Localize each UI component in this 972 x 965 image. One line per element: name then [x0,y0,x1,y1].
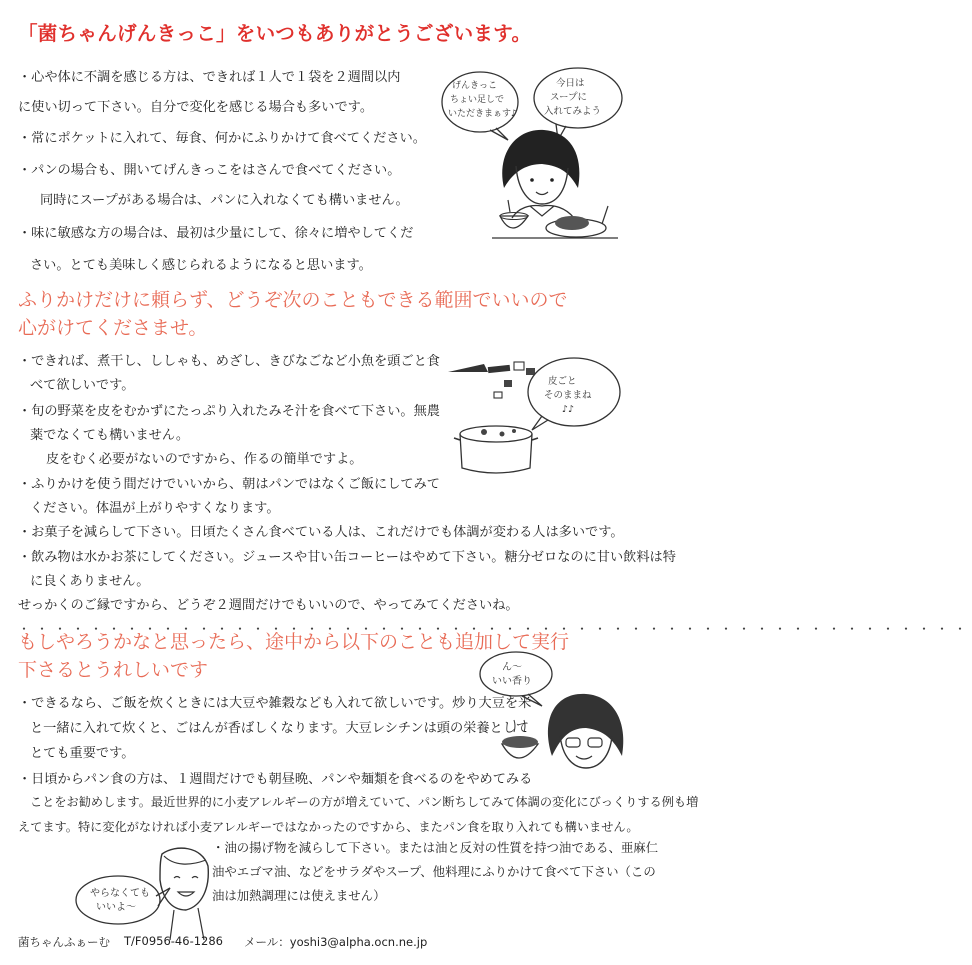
section2-line: 油は加熱調理には使えません） [212,888,386,903]
bubble-right-line: 今日は [556,78,585,89]
bubble-right-line: 入れてみよう [544,106,602,117]
bubble-line: ん～ [502,662,522,673]
section1-line: ・できれば、煮干し、ししゃも、めざし、きびなごなど小魚を頭ごと食 [18,354,440,369]
section1-line: べて欲しいです。 [30,378,135,393]
section2-line: ことをお勧めします。最近世界的に小麦アレルギーの方が増えていて、パン断ちしてみて体調の変化にびっくりする例も増 [30,795,699,809]
bubble-line: ♪♪ [562,404,575,415]
girl-eating-illustration [438,66,633,246]
phone-number: T/F0956-46-1286 [124,934,223,948]
intro-line: 同時にスープがある場合は、パンに入れなくても構いません。 [40,193,409,208]
section2-line: ・できるなら、ご飯を炊くときには大豆や雑穀なども入れて欲しいです。炒り大豆を米 [18,696,532,711]
bubble-left-line: げんきっこ [452,81,498,91]
section2-heading-line: もしやろうかなと思ったら、途中から以下のことも追加して実行 [18,631,570,653]
section1-heading [18,288,568,340]
section1-line: せっかくのご縁ですから、どうぞ２週間だけでもいいので、やってみてくださいね。 [18,598,519,613]
section2-line: ・油の揚げ物を減らして下さい。または油と反対の性質を持つ油である、亜麻仁 [212,840,659,855]
woman-smelling-rice-illustration [468,648,633,773]
bubble-line: いい香り [492,676,532,687]
section1-heading-line: ふりかけだけに頼らず、どうぞ次のこともできる範囲でいいので [18,289,568,311]
section1-line: ・お菓子を減らして下さい。日頃たくさん食べている人は、これだけでも体調が変わる人は多いです。 [18,525,624,540]
page-title: 「菌ちゃんげんきっこ」をいつもありがとうございます。 [18,22,532,45]
intro-line: ・常にポケットに入れて、毎食、何かにふりかけて食べてください。 [18,131,426,146]
section2-line: えてます。特に変化がなければ小麦アレルギーではなかったのですから、またパン食を取り入れても構いません。 [18,820,639,834]
section2-line: ・日頃からパン食の方は、１週間だけでも朝昼晩、パンや麺類を食べるのをやめてみる [18,772,533,787]
email-address[interactable]: メール：yoshi3@alpha.ocn.ne.jp [244,935,428,949]
bubble-line: 皮ごと [548,376,577,387]
bubble-line: そのままね [544,390,592,401]
intro-line: ・味に敏感な方の場合は、最初は少量にして、徐々に増やしてくだ [18,226,414,241]
bubble-line: やらなくても [90,888,150,899]
intro-line: ・パンの場合も、開いてげんきっこをはさんで食べてください。 [18,163,401,178]
bubble-left-line: ちょい足しで [450,95,505,105]
section2-line: と一緒に入れて炊くと、ごはんが香ばしくなります。大豆レシチンは頭の栄養として [30,721,530,736]
section2-line: とても重要です。 [30,746,135,761]
dotted-divider: ・・・・・・・・・・・・・・・・・・・・・・・・・・・・・・・・・・・・・・・・・・・・・・・・・・・・・ [18,622,972,636]
miso-soup-pot-illustration [444,350,634,480]
bubble-line: いいよ～ [96,902,136,913]
section1-line: ・旬の野菜を皮をむかずにたっぷり入れたみそ汁を食べて下さい。無農 [18,404,440,419]
section1-heading-line: 心がけてくださませ。 [18,317,208,339]
section1-line: ください。体温が上がりやすくなります。 [30,501,280,516]
intro-line: に使い切って下さい。自分で変化を感じる場合も多いです。 [18,100,374,115]
bubble-right-line: スープに [550,92,588,103]
section1-line: 薬でなくても構いません。 [30,428,190,443]
intro-line: ・心や体に不調を感じる方は、できれば１人で１袋を２週間以内 [18,70,401,85]
section2-heading-line: 下さるとうれしいです [18,659,209,681]
section1-line: 皮をむく必要がないのですから、作るの簡単ですよ。 [46,452,363,467]
shop-name: 菌ちゃんふぁーむ [18,935,110,949]
section2-line: 油やエゴマ油、などをサラダやスープ、他料理にふりかけて食べて下さい（この [212,864,656,879]
section1-line: に良くありません。 [30,574,150,589]
section1-line: ・飲み物は水かお茶にしてください。ジュースや甘い缶コーヒーはやめて下さい。糖分ゼロなのに甘い飲料は特 [18,550,676,565]
section1-line: ・ふりかけを使う間だけでいいから、朝はパンではなくご飯にしてみて [18,477,440,492]
bubble-left-line: いただきまぁす♪ [448,109,517,119]
intro-line: さい。とても美味しく感じられるようになると思います。 [30,258,372,273]
